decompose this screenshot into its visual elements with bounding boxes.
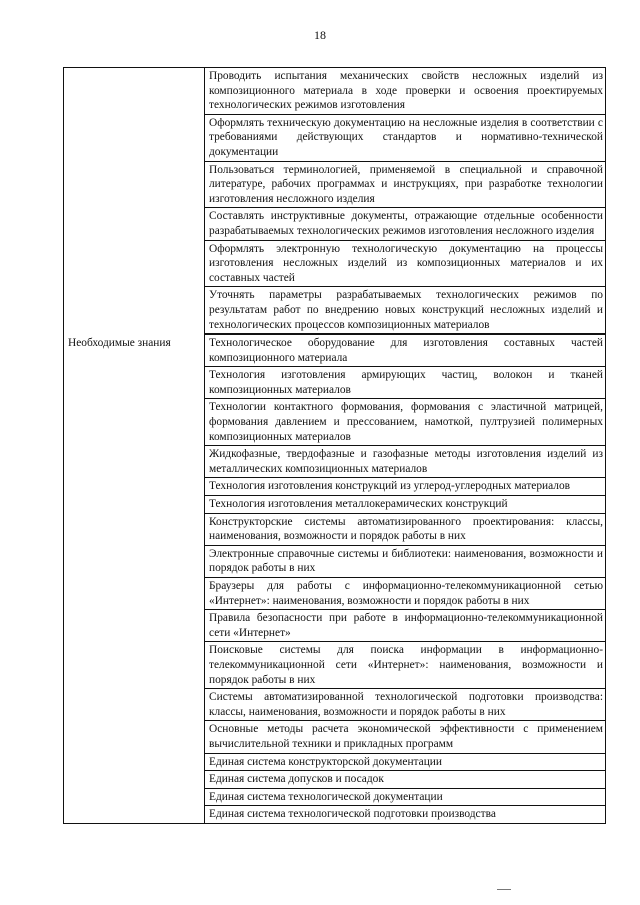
label-column [64, 68, 205, 823]
page-number: 18 [314, 28, 326, 42]
skill-row: Уточнять параметры разрабатываемых технологических режимов по результатам работ по внедрению новых конструкций несложных изделий и технологических процессов композиционных материалов [205, 287, 605, 334]
knowledge-row: Технологическое оборудование для изготовления составных частей композиционного материала [205, 334, 605, 367]
knowledge-row: Браузеры для работы с информационно-телекоммуникационной сетью «Интернет»: наименования, возможности и порядок работы в них [205, 578, 605, 610]
knowledge-label: Необходимые знания [68, 337, 171, 349]
knowledge-row: Технология изготовления армирующих частиц, волокон и тканей композиционных материалов [205, 367, 605, 399]
skill-row: Пользоваться терминологией, применяемой в специальной и справочной литературе, рабочих программах и инструкциях, при разработке технологии изготовления несложного изделия [205, 162, 605, 209]
scan-mark [497, 889, 511, 890]
knowledge-row: Единая система конструкторской документации [205, 754, 605, 772]
knowledge-row: Основные методы расчета экономической эффективности с применением вычислительной техники и прикладных программ [205, 721, 605, 753]
skill-row: Проводить испытания механических свойств несложных изделий из композиционного материала в ходе проверки и освоения проектируемых технологических режимов изготовления [205, 68, 605, 115]
knowledge-row: Электронные справочные системы и библиотеки: наименования, возможности и порядок работы в них [205, 546, 605, 578]
knowledge-row: Единая система технологической документации [205, 789, 605, 807]
knowledge-row: Единая система допусков и посадок [205, 771, 605, 789]
knowledge-row: Конструкторские системы автоматизированного проектирования: классы, наименования, возможности и порядок работы в них [205, 514, 605, 546]
knowledge-row: Технология изготовления металлокерамических конструкций [205, 496, 605, 514]
skill-row: Оформлять электронную технологическую документацию на процессы изготовления несложных изделий из композиционных материалов и их составных частей [205, 241, 605, 288]
knowledge-row: Поисковые системы для поиска информации в информационно-телекоммуникационной сети «Интернет»: наименования, возможности и порядок работы в них [205, 642, 605, 689]
knowledge-row: Единая система технологической подготовки производства [209, 808, 496, 821]
knowledge-row: Системы автоматизированной технологической подготовки производства: классы, наименования, возможности и порядок работы в них [205, 689, 605, 721]
competency-table [63, 67, 606, 824]
knowledge-row: Жидкофазные, твердофазные и газофазные методы изготовления изделий из металлических композиционных материалов [205, 446, 605, 478]
items-column [205, 68, 605, 823]
skill-row: Составлять инструктивные документы, отражающие отдельные особенности разрабатываемых технологических режимов изготовления несложного изделия [205, 208, 605, 240]
skill-row: Оформлять техническую документацию на несложные изделия в соответствии с требованиями действующих стандартов и нормативно-технической документации [205, 115, 605, 162]
knowledge-row: Технология изготовления конструкций из углерод-углеродных материалов [205, 478, 605, 496]
knowledge-row: Технологии контактного формования, формования с эластичной матрицей, формования давлением и прессованием, намоткой, пултрузией полимерных композиционных материалов [205, 399, 605, 446]
knowledge-row: Правила безопасности при работе в информационно-телекоммуникационной сети «Интернет» [205, 610, 605, 642]
